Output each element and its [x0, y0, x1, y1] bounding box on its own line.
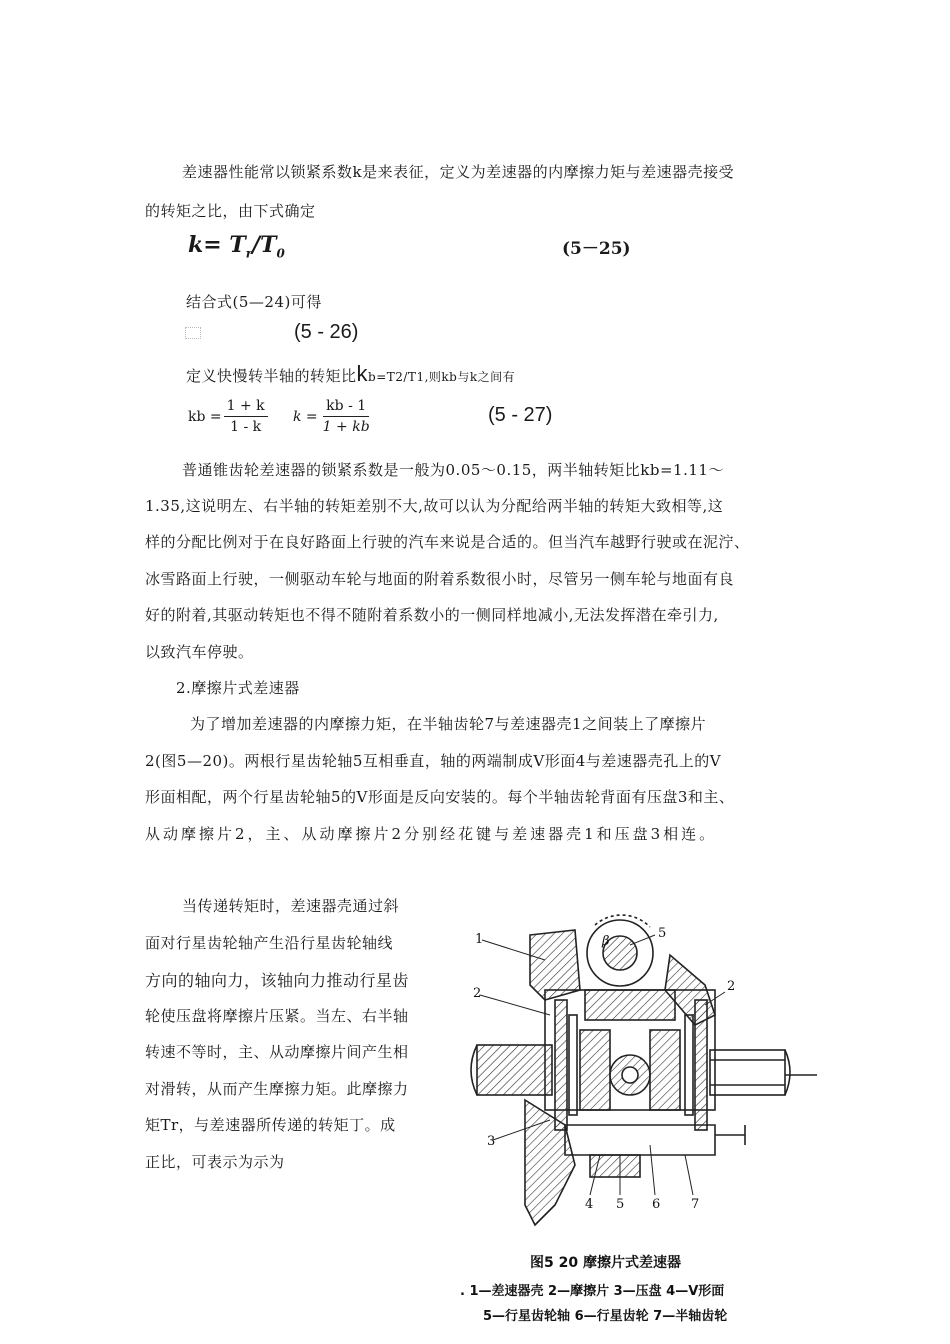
para3-line: 为了增加差速器的内摩擦力矩，在半轴齿轮7与差速器壳1之间装上了摩擦片 — [190, 715, 707, 733]
eq27-number: (5 - 27) — [488, 404, 553, 426]
label-7: 7 — [691, 1197, 700, 1212]
eq27-right-fraction — [320, 398, 373, 435]
equation-5-27-right — [293, 398, 373, 435]
para2-line: 以致汽车停驶。 — [145, 643, 254, 661]
figure-caption-title: 图5 20 摩擦片式差速器 — [530, 1255, 681, 1271]
para1-line1: 差速器性能常以锁紧系数k是来表征，定义为差速器的内摩擦力矩与差速器壳接受 — [182, 163, 735, 181]
eq25-slash: /T — [252, 232, 277, 258]
para4-line: 矩Tr，与差速器所传递的转矩丁。成 — [145, 1116, 396, 1134]
para4-line: 对滑转，从而产生摩擦力矩。此摩擦力 — [145, 1080, 409, 1098]
label-2-left: 2 — [473, 986, 482, 1001]
label-1: 1 — [475, 932, 484, 947]
label-5-bottom: 5 — [616, 1197, 625, 1212]
para3-line: 形面相配，两个行星齿轮轴5的V形面是反向安装的。每个半轴齿轮背面有压盘3和主、 — [145, 788, 735, 806]
eq27-left-numerator: 1 + k — [224, 398, 268, 417]
label-5-top: 5 — [658, 926, 667, 941]
figure-caption-line2: 5—行星齿轮轴 6—行星齿轮 7—半轴齿轮 — [483, 1309, 728, 1324]
define-line — [186, 361, 515, 387]
define-pre: 定义快慢转半轴的转矩比 — [186, 367, 357, 385]
define-post: b=T2/T1,则kb与k之间有 — [368, 370, 516, 384]
eq26-number: (5 - 26) — [294, 321, 359, 343]
eq27-right-numerator: kb - 1 — [323, 398, 369, 417]
eq25-k: k — [188, 232, 204, 258]
label-6: 6 — [652, 1197, 661, 1212]
para2-line: 普通锥齿轮差速器的锁紧系数是一般为0.05～0.15，两半轴转矩比kb=1.11～ — [182, 461, 724, 479]
label-beta: β — [602, 934, 610, 949]
equation-5-25 — [188, 232, 285, 260]
para2-line: 1.35,这说明左、右半轴的转矩差别不大,故可以认为分配给两半轴的转矩大致相等,这 — [145, 497, 724, 515]
eq27-right-denominator: 1 + kb — [322, 419, 370, 435]
combine-text: 结合式(5—24)可得 — [186, 293, 322, 311]
para2-line: 样的分配比例对于在良好路面上行驶的汽车来说是合适的。但当汽车越野行驶或在泥泞、 — [145, 533, 750, 551]
eq25-sub-r: r — [245, 246, 253, 261]
para4-line: 转速不等时，主、从动摩擦片间产生相 — [145, 1043, 409, 1061]
label-2-right: 2 — [727, 979, 736, 994]
para4-line: 轮使压盘将摩擦片压紧。当左、右半轴 — [145, 1007, 409, 1025]
equation-5-27-left — [188, 398, 268, 435]
eq27-left-denominator: 1 - k — [230, 419, 262, 435]
eq25-number: (5－25) — [562, 239, 631, 259]
para2-line: 好的附着,其驱动转矩也不得不随附着系数小的一侧同样地减小,无法发挥潜在牵引力, — [145, 606, 719, 624]
para3-line: 从动摩擦片2，主、从动摩擦片2分别经花键与差速器壳1和压盘3相连。 — [145, 825, 718, 843]
para2-line: 冰雪路面上行驶，一侧驱动车轮与地面的附着系数很小时，尽管另一侧车轮与地面有良 — [145, 570, 735, 588]
section-heading: 2.摩擦片式差速器 — [176, 679, 300, 697]
eq27-left-lhs: kb = — [188, 408, 222, 425]
eq25-sub-0: 0 — [276, 246, 285, 261]
para1-line2: 的转矩之比，由下式确定 — [145, 202, 316, 220]
define-k: k — [356, 361, 369, 386]
para4-line: 当传递转矩时，差速器壳通过斜 — [182, 897, 400, 915]
label-3: 3 — [487, 1134, 496, 1149]
para3-line: 2(图5—20)。两根行星齿轮轴5互相垂直，轴的两端制成V形面4与差速器壳孔上的V — [145, 752, 722, 770]
differential-diagram — [455, 905, 825, 1235]
broken-image-icon — [185, 327, 201, 339]
para4-line: 方向的轴向力，该轴向力推动行星齿 — [145, 971, 410, 990]
figure-caption-line1: . 1—差速器壳 2—摩擦片 3—压盘 4—V形面 — [460, 1284, 725, 1299]
para4-line: 面对行星齿轮轴产生沿行星齿轮轴线 — [145, 934, 394, 952]
eq27-right-lhs: k = — [293, 408, 318, 425]
eq25-rhs: = T — [203, 232, 246, 258]
para4-line: 正比，可表示为示为 — [145, 1153, 285, 1171]
label-4: 4 — [585, 1197, 594, 1212]
eq27-left-fraction — [224, 398, 268, 435]
